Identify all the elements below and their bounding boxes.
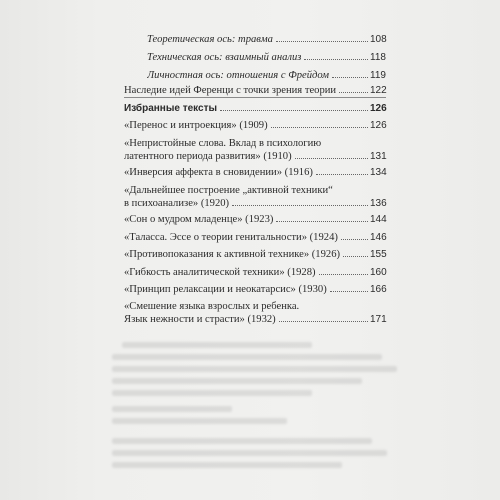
dot-leader [232,205,368,206]
toc-entry-title: «Инверсия аффекта в сновидении» (1916) [124,167,313,178]
toc-entry-title: Техническая ось: взаимный анализ [147,52,302,63]
toc-entry-title-line1: «Смешение языка взрослых и ребенка. [124,301,300,312]
show-through-text [112,338,422,478]
toc-entry-title: «Гибкость аналитической техники» (1928) [124,267,316,278]
toc-page-number: 144 [370,214,387,225]
dot-leader [339,92,368,93]
toc-page-number: 119 [370,70,386,81]
dot-leader [295,158,368,159]
dot-leader [319,274,368,275]
dot-leader [271,127,368,128]
toc-entry-title: «Таласса. Эссе о теории генитальности» (1924) [124,232,338,243]
toc-entry-wise-baby [124,213,386,226]
toc-page-number: 126 [370,103,387,114]
toc-entry-title-line1: «Дальнейшее построение „активной техники“ [124,185,333,196]
toc-entry-title: Язык нежности и страсти» (1932) [124,314,276,325]
toc-entry-title: Личностная ось: отношения с Фрейдом [147,70,330,81]
toc-entry-relaxation [124,283,386,296]
toc-page-number: 155 [370,249,387,260]
dot-leader [276,41,368,42]
toc-page-number: 126 [370,120,387,131]
dot-leader [343,256,368,257]
toc-entry-thalassa [124,231,386,244]
toc-entry-contraindications [124,248,386,261]
toc-entry-legacy [124,84,386,97]
toc-entry-title-line1: «Непристойные слова. Вклад в психологию [124,138,322,149]
toc-entry-affect-inversion [124,166,386,179]
toc-entry-title: Наследие идей Ференци с точки зрения теории [124,85,337,96]
toc-page-number: 171 [370,314,387,325]
dot-leader [341,239,368,240]
toc-entry-personal-axis [147,69,386,82]
toc-entry-title: «Противопоказания к активной технике» (1926) [124,249,341,260]
toc-section-title: Избранные тексты [124,103,218,114]
toc-page-number: 136 [370,198,387,209]
dot-leader [279,321,368,322]
toc-entry-title: в психоанализе» (1920) [124,198,230,209]
toc-entry-title: латентного периода развития» (1910) [124,151,292,162]
section-divider [124,97,386,98]
toc-entry-active-technique [124,184,386,210]
toc-entry-title: «Сон о мудром младенце» (1923) [124,214,274,225]
dot-leader [276,221,368,222]
toc-entry-technical-axis [147,51,386,64]
toc-entry-title: Теоретическая ось: травма [147,34,273,45]
toc-entry-obscene-words [124,137,386,163]
dot-leader [330,291,368,292]
toc-page-number: 134 [370,167,387,178]
toc-entry-theoretical-axis [147,33,386,46]
toc-entry-elasticity [124,266,386,279]
toc-page-number: 122 [370,85,387,96]
toc-section-selected-texts [124,102,386,115]
toc-page-number: 146 [370,232,387,243]
toc-page-number: 166 [370,284,387,295]
dot-leader [316,174,368,175]
toc-entry-title: «Принцип релаксации и неокатарсис» (1930) [124,284,327,295]
dot-leader [304,59,368,60]
toc-entry-title: «Перенос и интроекция» (1909) [124,120,268,131]
toc-page-number: 160 [370,267,387,278]
toc-entry-transference [124,119,386,132]
dot-leader [332,77,368,78]
toc-entry-confusion-of-tongues [124,300,386,326]
toc-page-number: 131 [370,151,387,162]
dot-leader [220,110,368,111]
toc-page-number: 118 [370,52,386,63]
toc-page-number: 108 [370,34,387,45]
